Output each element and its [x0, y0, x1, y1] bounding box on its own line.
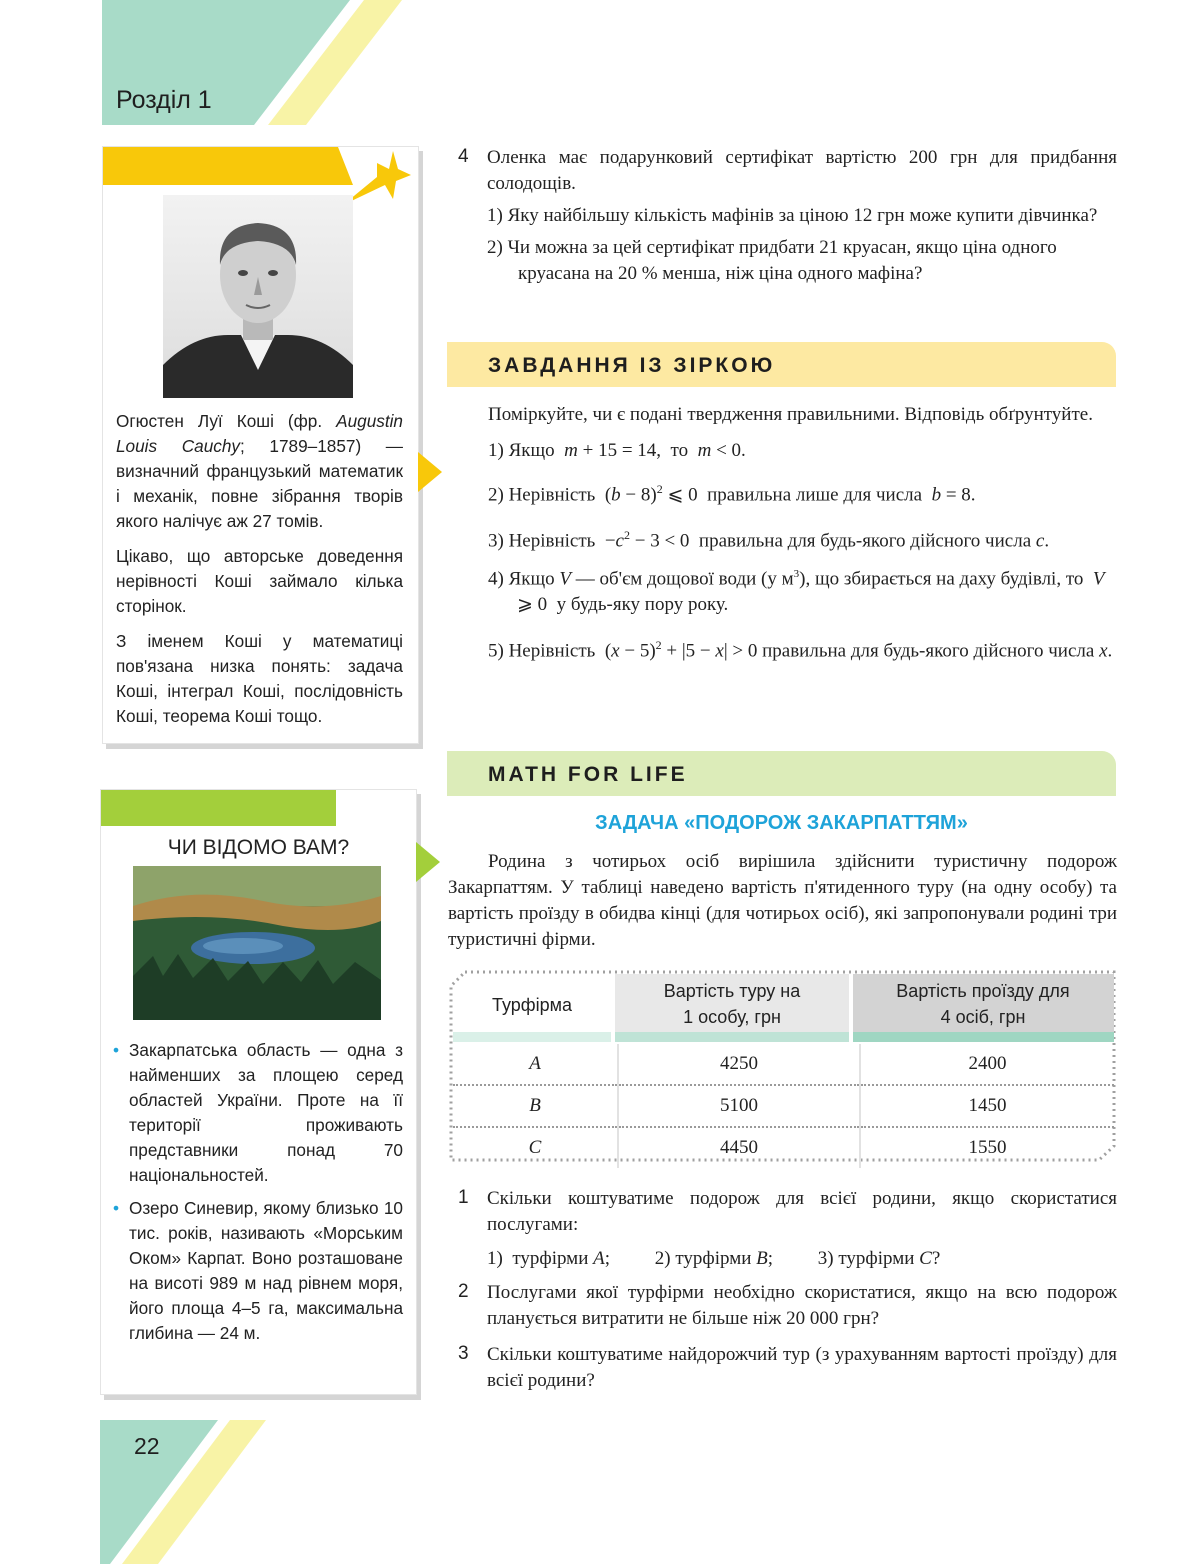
table-cell: 5100: [618, 1085, 860, 1127]
math-for-life-title: MATH FOR LIFE: [488, 763, 688, 786]
star-item-5: 5) Нерівність $(x - 5)^2 + |5 - x| > 0$ правильна для будь-якого дійсного числа x.: [488, 637, 1113, 662]
fact-bullet-text-1: Закарпатська область — одна з найменших за площею серед областей України. Проте на її території проживають представники понад 70 національностей.: [129, 1040, 403, 1185]
star-item-1: 1) Якщо m + 15 = 14, то m < 0.: [488, 440, 746, 461]
page-number: 22: [134, 1433, 160, 1459]
fact-bullets: [113, 1038, 403, 1346]
table-cell: 1450: [860, 1085, 1114, 1127]
fact-bullet-text-2: Озеро Синевир, якому близько 10 тис. років, називають «Морським Оком» Карпат. Воно розташоване на висоті 989 м над рівнем моря, його площа 4–5 га, максимальна глибина — 24 м.: [129, 1198, 403, 1343]
star-section-body: [448, 402, 1117, 664]
bio-paragraph-3: З іменем Коші у математиці пов'язана низка понять: задача Коші, інтеграл Коші, послідовність Коші, теорема Коші тощо.: [116, 631, 403, 726]
star-item-2: 2) Нерівність $(b - 8)^2$ ⩽ 0 правильна лише для числа b = 8.: [488, 482, 976, 506]
star-item-3: 3) Нерівність $-c^2 - 3 < 0$ правильна для будь-якого дійсного числа c.: [488, 528, 1050, 552]
question-1-options: [487, 1246, 1117, 1272]
task-4-sub-1: 1) Яку найбільшу кількість мафінів за ціною 12 грн може купити дівчинка?: [487, 205, 1098, 226]
star-item-4: 4) Якщо V — об'єм дощової води (у $м^3$), що збирається на даху будівлі, то V ⩾ 0 у будь-яку пору року.: [488, 567, 1105, 615]
problem-title: ЗАДАЧА «ПОДОРОЖ ЗАКАРПАТТЯМ»: [595, 812, 968, 834]
bullet-dot-icon: •: [113, 1198, 120, 1218]
question-1-option-a: 1) турфірми A;: [487, 1248, 611, 1269]
bio-text: [116, 409, 403, 739]
bullet-dot-icon: •: [113, 1040, 120, 1060]
problem-text: Родина з чотирьох осіб вирішила здійснити туристичну подорож Закарпаттям. У таблиці наведено вартість п'ятиденного туру (на одну особу) та вартість проїзду в обидва кінці (для чотирьох осіб), які запропонували родині три туристичні фірми.: [448, 851, 1117, 950]
task-4: [487, 145, 1117, 287]
task-4-number: 4: [458, 146, 469, 167]
table-cell: 4250: [618, 1044, 860, 1085]
header-col2-stripe: [615, 1032, 849, 1042]
table-cell-firm: A: [529, 1053, 541, 1074]
bio-paragraph-2: Цікаво, що авторське доведення нерівності Коші займало кілька сторінок.: [116, 546, 403, 616]
section-label: Розділ 1: [116, 86, 212, 114]
question-3-number: 3: [458, 1343, 469, 1364]
question-1-option-c: 3) турфірми C?: [817, 1248, 941, 1269]
tour-table-frame: [449, 970, 1116, 1162]
table-row: [453, 1127, 1114, 1168]
question-1: [487, 1186, 1117, 1272]
table-header-tour-price: Вартість туру на 1 особу, грн: [663, 981, 801, 1027]
fact-pointer-arrow: [416, 842, 440, 882]
tour-table: [453, 1044, 1114, 1168]
question-3-text: Скільки коштуватиме найдорожчий тур (з урахуванням вартості проїзду) для всієї родини?: [487, 1344, 1117, 1391]
table-cell-firm: B: [529, 1095, 541, 1116]
portrait-image: [163, 195, 353, 398]
bio-pointer-arrow: [418, 452, 442, 492]
table-cell-firm: C: [528, 1137, 542, 1158]
table-row: [453, 1044, 1114, 1085]
question-1-option-b: 2) турфірми B;: [654, 1248, 774, 1269]
bio-sidebar: [102, 146, 419, 744]
table-cell: 4450: [618, 1127, 860, 1168]
header-col1-stripe: [453, 1032, 611, 1042]
question-2-text: Послугами якої турфірми необхідно скористатися, якщо на всю подорож планується витратити не більше ніж 20 000 грн?: [487, 1282, 1117, 1329]
task-4-sub-2: 2) Чи можна за цей сертифікат придбати 21 круасан, якщо ціна одного круасана на 20 % менша, ніж ціна одного мафіна?: [487, 237, 1057, 284]
header-col3-stripe: [853, 1032, 1114, 1042]
fact-header-stripe: [101, 790, 416, 828]
table-header-firm: Турфірма: [492, 995, 572, 1015]
fact-title: ЧИ ВІДОМО ВАМ?: [167, 836, 350, 859]
fact-bullet-1: [113, 1038, 403, 1188]
footer-band: [100, 1420, 270, 1564]
lake-image: [133, 866, 381, 1020]
table-cell: 1550: [860, 1127, 1114, 1168]
question-2-number: 2: [458, 1281, 469, 1302]
table-cell: 2400: [860, 1044, 1114, 1085]
star-intro: Поміркуйте, чи є подані твердження правильними. Відповідь обґрунтуйте.: [488, 404, 1093, 425]
bio-paragraph-1: Огюстен Луї Коші (фр. Augustin Louis Cauchy; 1789–1857) — визначний французький математик і механік, повне зібрання творів якого налічує аж 27 томів.: [116, 411, 403, 531]
task-4-text: Оленка має подарунковий сертифікат вартістю 200 грн для придбання солодощів.: [487, 147, 1117, 194]
question-1-number: 1: [458, 1187, 469, 1208]
fact-bullet-2: [113, 1196, 403, 1346]
table-row: [453, 1085, 1114, 1127]
fact-sidebar: [100, 789, 417, 1395]
question-1-text: Скільки коштуватиме подорож для всієї родини, якщо скористатися послугами:: [487, 1188, 1117, 1235]
star-section-title: ЗАВДАННЯ ІЗ ЗІРКОЮ: [488, 354, 776, 377]
table-header-travel-price: Вартість проїзду для 4 осіб, грн: [896, 981, 1070, 1027]
